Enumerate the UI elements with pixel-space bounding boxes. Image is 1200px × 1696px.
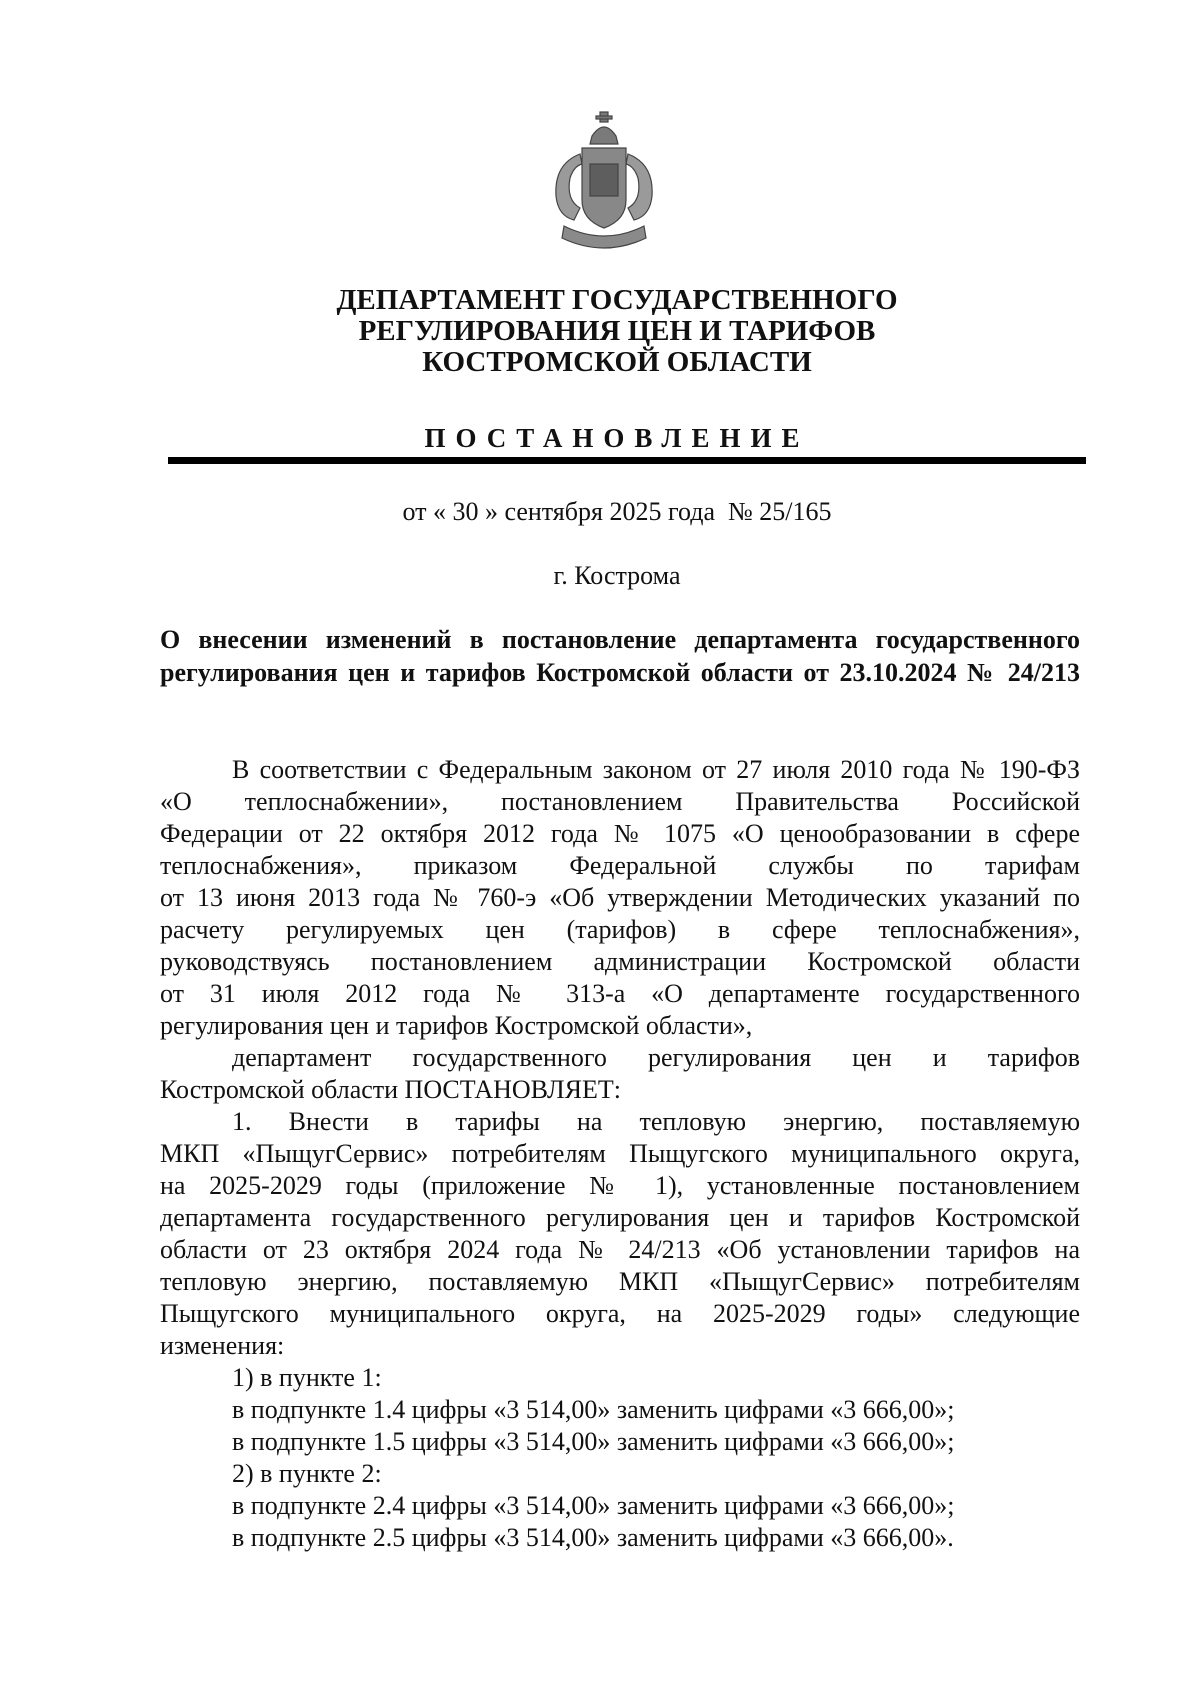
body-line: 2) в пункте 2:: [232, 1459, 382, 1488]
department-name-line: ДЕПАРТАМЕНТ ГОСУДАРСТВЕННОГО: [336, 284, 898, 316]
department-name-line: КОСТРОМСКОЙ ОБЛАСТИ: [422, 346, 812, 378]
body-line: от 31 июля 2012 года № 313-а «О департаменте государственного: [160, 979, 1080, 1008]
body-line: теплоснабжения», приказом Федеральной службы по тарифам: [160, 851, 1080, 880]
body-line: на 2025-2029 годы (приложение № 1), установленные постановлением: [160, 1171, 1080, 1200]
department-name-line: РЕГУЛИРОВАНИЯ ЦЕН И ТАРИФОВ: [358, 315, 876, 347]
body-line: в подпункте 1.5 цифры «3 514,00» заменить цифрами «3 666,00»;: [232, 1427, 955, 1456]
body-line: Федерации от 22 октября 2012 года № 1075 «О ценообразовании в сфере: [160, 819, 1080, 848]
body-line: МКП «ПыщугСервис» потребителям Пыщугского муниципального округа,: [160, 1139, 1080, 1168]
body-line: области от 23 октября 2024 года № 24/213 «Об установлении тарифов на: [160, 1235, 1080, 1264]
body-line: Костромской области ПОСТАНОВЛЯЕТ:: [160, 1075, 621, 1104]
body-line: руководствуясь постановлением администрации Костромской области: [160, 947, 1080, 976]
body-line: регулирования цен и тарифов Костромской области»,: [160, 1011, 753, 1040]
document-city: г. Кострома: [553, 561, 681, 590]
body-line: «О теплоснабжении», постановлением Правительства Российской: [160, 787, 1080, 816]
body-line: в подпункте 2.4 цифры «3 514,00» заменить цифрами «3 666,00»;: [232, 1491, 955, 1520]
body-line: в подпункте 2.5 цифры «3 514,00» заменить цифрами «3 666,00».: [232, 1523, 954, 1552]
body-line: Пыщугского муниципального округа, на 2025-2029 годы» следующие: [160, 1299, 1080, 1328]
coat-of-arms-emblem: [534, 108, 674, 258]
body-line: департамента государственного регулирования цен и тарифов Костромской: [160, 1203, 1080, 1232]
subject-line: О внесении изменений в постановление департамента государственного: [160, 625, 1080, 654]
body-line: изменения:: [160, 1331, 285, 1360]
body-line: 1) в пункте 1:: [232, 1363, 382, 1392]
body-line: в подпункте 1.4 цифры «3 514,00» заменить цифрами «3 666,00»;: [232, 1395, 955, 1424]
document-subject: [160, 623, 1080, 689]
department-name: [0, 285, 1200, 378]
body-line: департамент государственного регулирования цен и тарифов: [232, 1043, 1080, 1072]
body-line: расчету регулируемых цен (тарифов) в сфере теплоснабжения»,: [160, 915, 1080, 944]
body-line: тепловую энергию, поставляемую МКП «ПыщугСервис» потребителям: [160, 1267, 1080, 1296]
body-line: от 13 июня 2013 года № 760-э «Об утверждении Методических указаний по: [160, 883, 1080, 912]
document-date-number: от « 30 » сентября 2025 года № 25/165: [402, 497, 832, 526]
body-line: 1. Внести в тарифы на тепловую энергию, поставляемую: [232, 1107, 1080, 1136]
body-line: В соответствии с Федеральным законом от 27 июля 2010 года № 190-ФЗ: [232, 755, 1080, 784]
header-divider: [168, 457, 1086, 464]
document-body: [160, 754, 1080, 1554]
subject-line: регулирования цен и тарифов Костромской области от 23.10.2024 № 24/213: [160, 658, 1080, 687]
document-type-title: ПОСТАНОВЛЕНИЕ: [424, 423, 810, 453]
